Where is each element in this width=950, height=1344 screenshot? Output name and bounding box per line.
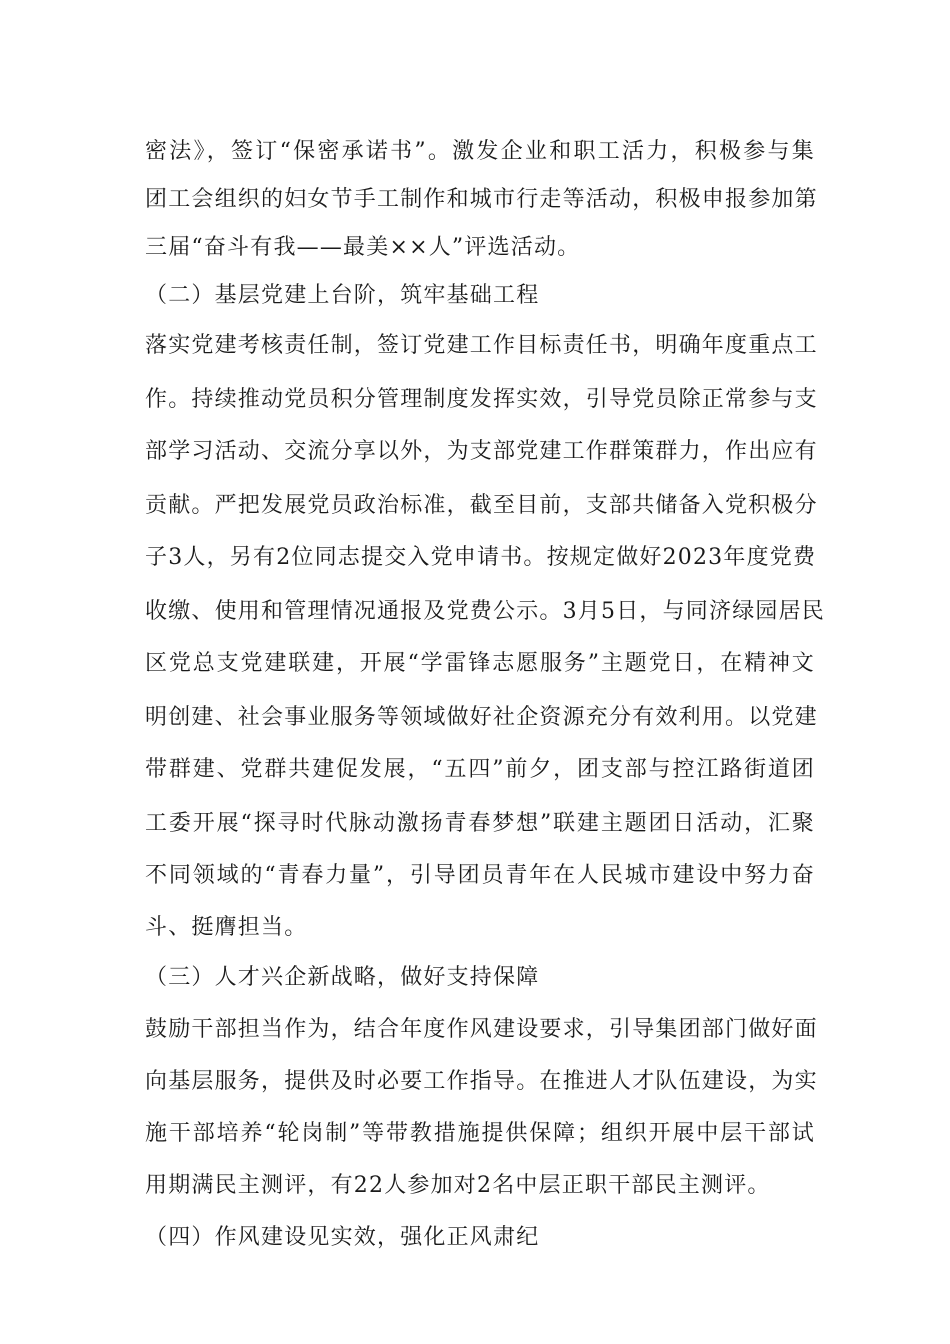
paragraph-line: 部学习活动、交流分享以外，为支部党建工作群策群力，作出应有 — [145, 439, 818, 464]
paragraph-line: 区党总支党建联建，开展“学雷锋志愿服务”主题党日，在精神文 — [145, 651, 815, 676]
paragraph-line: 用期满民主测评，有22人参加对2名中层正职干部民主测评。 — [145, 1173, 771, 1198]
paragraph-line: 工委开展“探寻时代脉动激扬青春梦想”联建主题团日活动，汇聚 — [145, 811, 815, 836]
paragraph-line: 斗、挺膺担当。 — [145, 915, 308, 940]
paragraph-line: 不同领域的“青春力量”，引导团员青年在人民城市建设中努力奋 — [145, 863, 815, 888]
paragraph-line: 三届“奋斗有我——最美××人”评选活动。 — [145, 235, 581, 260]
paragraph-line: 施干部培养“轮岗制”等带教措施提供保障；组织开展中层干部试 — [145, 1121, 815, 1146]
paragraph-line: 向基层服务，提供及时必要工作指导。在推进人才队伍建设，为实 — [145, 1069, 818, 1094]
paragraph-line: 团工会组织的妇女节手工制作和城市行走等活动，积极申报参加第 — [145, 187, 818, 212]
paragraph-line: 子3人，另有2位同志提交入党申请书。按规定做好2023年度党费 — [145, 545, 817, 570]
paragraph-line: 贡献。严把发展党员政治标准，截至目前，支部共储备入党积极分 — [145, 493, 818, 518]
section-heading: （二）基层党建上台阶，筑牢基础工程 — [145, 283, 540, 308]
paragraph-line: 密法》，签订“保密承诺书”。激发企业和职工活力，积极参与集 — [145, 139, 815, 164]
section-heading: （四）作风建设见实效，强化正风肃纪 — [145, 1225, 540, 1250]
section-heading: （三）人才兴企新战略，做好支持保障 — [145, 965, 540, 990]
paragraph-line: 明创建、社会事业服务等领域做好社企资源充分有效利用。以党建 — [145, 705, 818, 730]
paragraph-line: 收缴、使用和管理情况通报及党费公示。3月5日，与同济绿园居民 — [145, 599, 825, 624]
paragraph-line: 带群建、党群共建促发展，“五四”前夕，团支部与控江路街道团 — [145, 757, 815, 782]
paragraph-line: 鼓励干部担当作为，结合年度作风建设要求，引导集团部门做好面 — [145, 1017, 818, 1042]
paragraph-line: 作。持续推动党员积分管理制度发挥实效，引导党员除正常参与支 — [145, 387, 818, 412]
paragraph-line: 落实党建考核责任制，签订党建工作目标责任书，明确年度重点工 — [145, 333, 818, 358]
